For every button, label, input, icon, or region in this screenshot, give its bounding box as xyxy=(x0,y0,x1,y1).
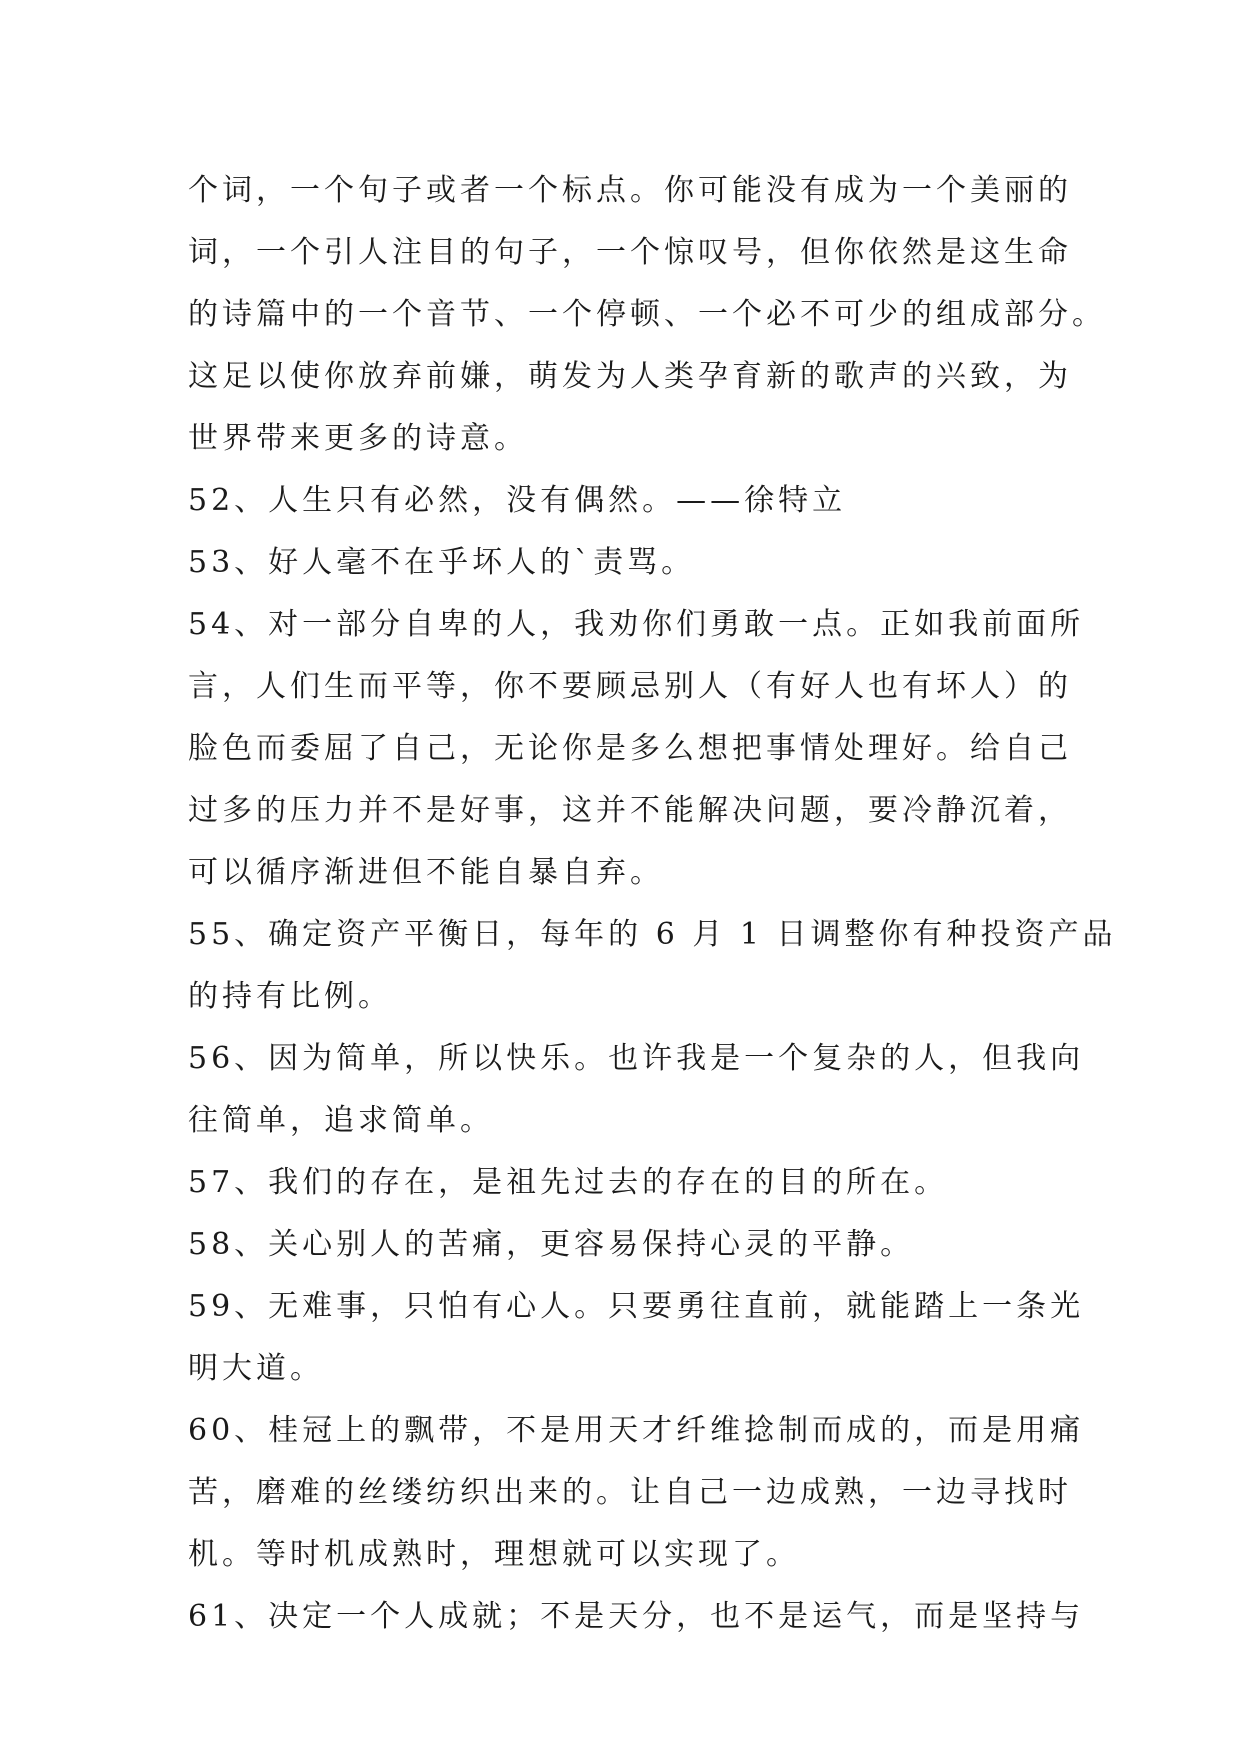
text-line: 的诗篇中的一个音节、一个停顿、一个必不可少的组成部分。 xyxy=(188,297,1106,332)
text-line: 脸色而委屈了自己，无论你是多么想把事情处理好。给自己 xyxy=(188,731,1072,766)
text-line: 55、确定资产平衡日，每年的 6 月 1 日调整你有种投资产品 xyxy=(188,917,1117,952)
text-line: 的持有比例。 xyxy=(188,979,392,1014)
text-line: 可以循序渐进但不能自暴自弃。 xyxy=(188,855,664,890)
document-body xyxy=(188,160,1117,1648)
text-line: 56、因为简单，所以快乐。也许我是一个复杂的人，但我向 xyxy=(188,1041,1085,1076)
text-line: 58、关心别人的苦痛，更容易保持心灵的平静。 xyxy=(188,1227,915,1262)
text-line: 过多的压力并不是好事，这并不能解决问题，要冷静沉着， xyxy=(188,793,1072,828)
text-line: 苦，磨难的丝缕纺织出来的。让自己一边成熟，一边寻找时 xyxy=(188,1475,1072,1510)
text-line: 词，一个引人注目的句子，一个惊叹号，但你依然是这生命 xyxy=(188,235,1072,270)
text-line: 言，人们生而平等，你不要顾忌别人（有好人也有坏人）的 xyxy=(188,669,1072,704)
text-line: 机。等时机成熟时，理想就可以实现了。 xyxy=(188,1537,800,1572)
text-line: 52、人生只有必然，没有偶然。——徐特立 xyxy=(188,483,847,518)
text-line: 57、我们的存在，是祖先过去的存在的目的所在。 xyxy=(188,1165,949,1200)
text-line: 世界带来更多的诗意。 xyxy=(188,421,528,456)
text-line: 往简单，追求简单。 xyxy=(188,1103,494,1138)
text-line: 54、对一部分自卑的人，我劝你们勇敢一点。正如我前面所 xyxy=(188,607,1085,642)
text-line: 60、桂冠上的飘带，不是用天才纤维捻制而成的，而是用痛 xyxy=(188,1413,1085,1448)
text-line: 53、好人毫不在乎坏人的`责骂。 xyxy=(188,545,696,580)
text-line: 这足以使你放弃前嫌，萌发为人类孕育新的歌声的兴致，为 xyxy=(188,359,1072,394)
text-line: 个词，一个句子或者一个标点。你可能没有成为一个美丽的 xyxy=(188,173,1072,208)
text-line: 61、决定一个人成就；不是天分，也不是运气，而是坚持与 xyxy=(188,1599,1085,1634)
text-line: 59、无难事，只怕有心人。只要勇往直前，就能踏上一条光 xyxy=(188,1289,1085,1324)
text-line: 明大道。 xyxy=(188,1351,324,1386)
